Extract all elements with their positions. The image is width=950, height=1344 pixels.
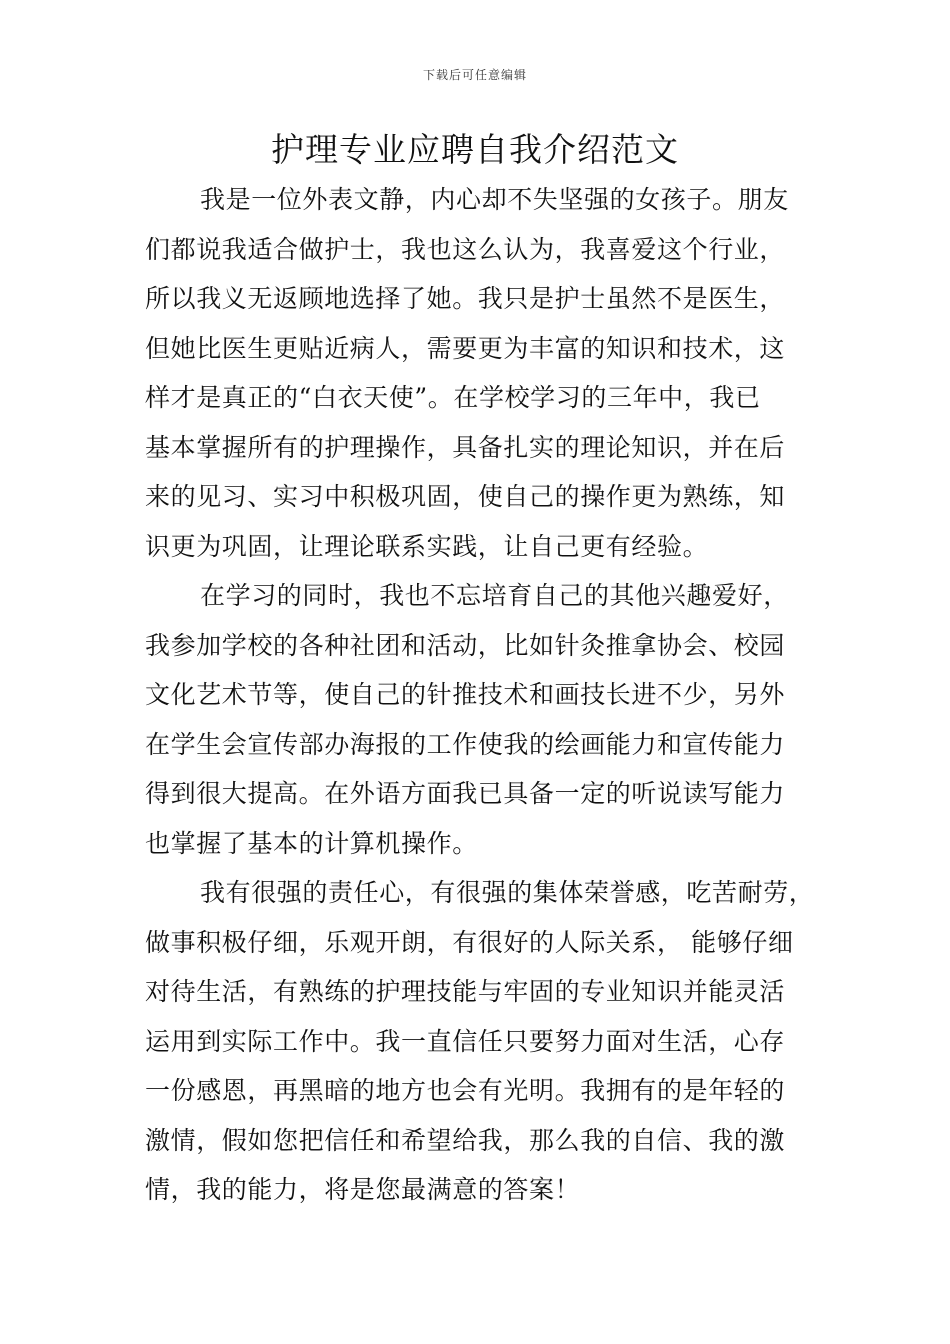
paragraph-2	[145, 571, 825, 868]
paragraph-line: 在学生会宣传部办海报的工作使我的绘画能力和宣传能力	[145, 729, 786, 759]
paragraph-line: 一份感恩，再黑暗的地方也会有光明。我拥有的是年轻的	[145, 1076, 786, 1105]
paragraph-line: 基本掌握所有的护理操作，具备扎实的理论知识，并在后	[145, 432, 786, 462]
paragraph-line: 在学习的同时，我也不忘培育自己的其他兴趣爱好，	[200, 581, 789, 610]
paragraph-3	[145, 868, 825, 1215]
document-title: 护理专业应聘自我介绍范文	[271, 130, 679, 169]
paragraph-line: 做事积极仔细，乐观开朗，有很好的人际关系， 能够仔细	[145, 927, 794, 957]
paragraph-line: 对待生活，有熟练的护理技能与牢固的专业知识并能灵活	[145, 977, 786, 1006]
paragraph-line: 识更为巩固，让理论联系实践，让自己更有经验。	[145, 531, 709, 561]
paragraph-line: 我是一位外表文静，内心却不失坚强的女孩子。朋友	[200, 185, 789, 214]
paragraph-line: 文化艺术节等，使自己的针推技术和画技长进不少，另外	[145, 680, 786, 709]
paragraph-line: 也掌握了基本的计算机操作。	[145, 828, 478, 858]
paragraph-1	[145, 175, 825, 571]
paragraph-line: 激情，假如您把信任和希望给我，那么我的自信、我的激	[145, 1125, 786, 1155]
paragraph-line: 所以我义无返顾地选择了她。我只是护士虽然不是医生，	[145, 284, 786, 313]
paragraph-line: 们都说我适合做护士，我也这么认为，我喜爱这个行业，	[145, 234, 786, 264]
paragraph-line: 得到很大提高。在外语方面我已具备一定的听说读写能力	[145, 779, 786, 808]
paragraph-line: 运用到实际工作中。我一直信任只要努力面对生活，心存	[145, 1026, 786, 1056]
paragraph-line: 情，我的能力，将是您最满意的答案！	[145, 1175, 581, 1204]
document-body	[145, 175, 825, 1215]
paragraph-line: 我参加学校的各种社团和活动，比如针灸推拿协会、校园	[145, 630, 786, 660]
paragraph-line: 我有很强的责任心，有很强的集体荣誉感，吃苦耐劳，	[200, 878, 815, 907]
header-note: 下载后可任意编辑	[422, 68, 527, 82]
paragraph-line: 样才是真正的“白衣天使”。在学校学习的三年中，我已	[145, 383, 761, 412]
paragraph-line: 但她比医生更贴近病人，需要更为丰富的知识和技术，这	[145, 333, 786, 363]
paragraph-line: 来的见习、实习中积极巩固，使自己的操作更为熟练，知	[145, 482, 786, 511]
